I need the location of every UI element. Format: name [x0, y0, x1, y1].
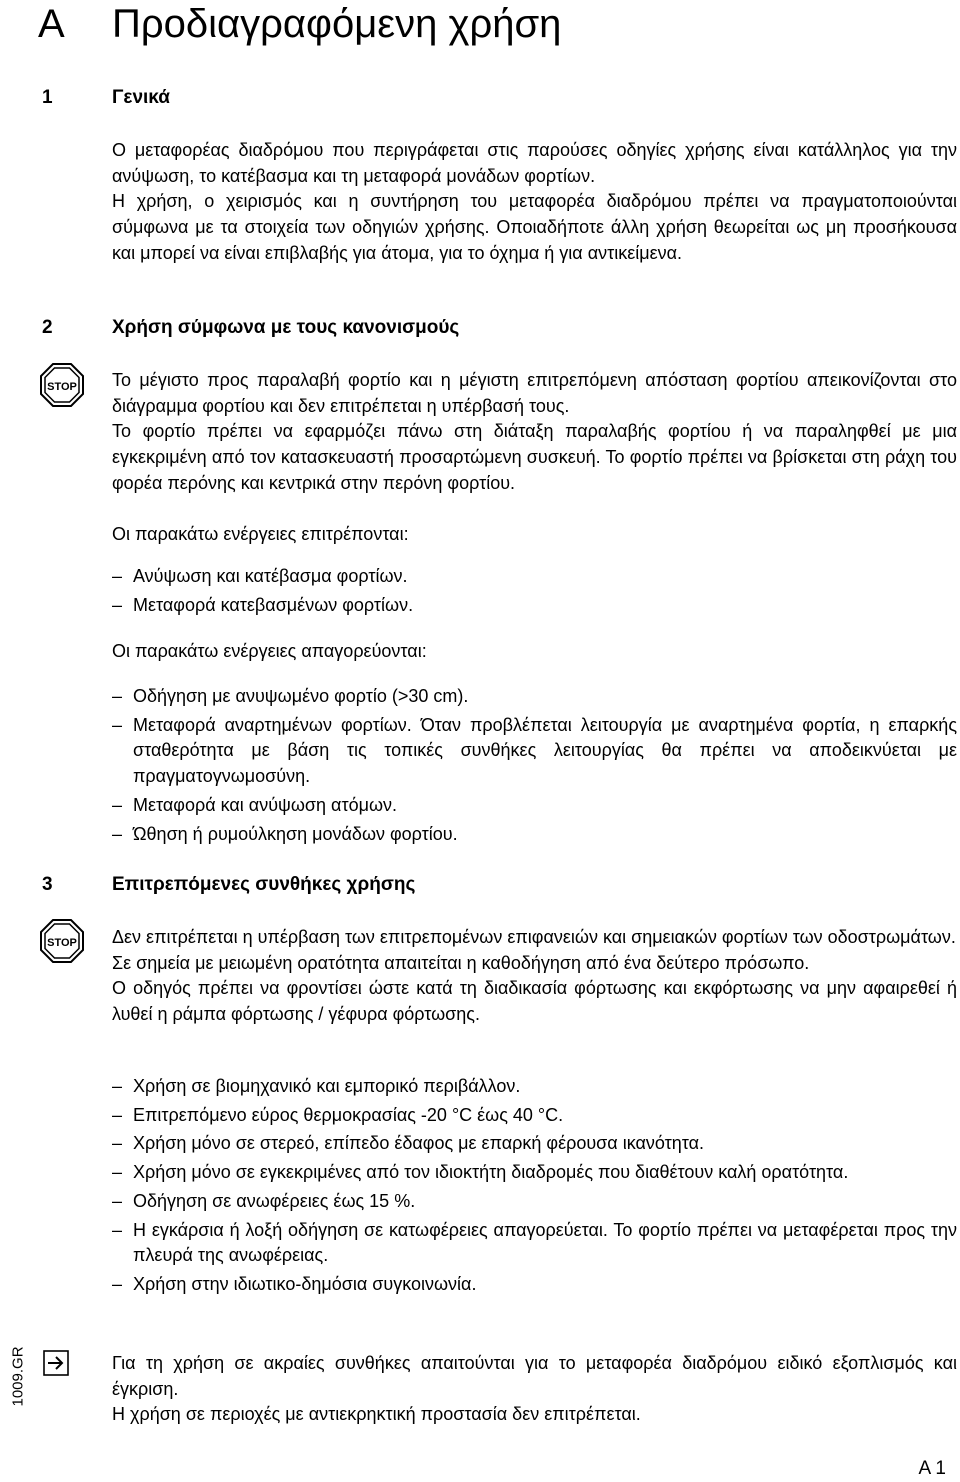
section-3-text [112, 925, 957, 1028]
stop-icon [40, 363, 84, 407]
paragraph: Ο μεταφορέας διαδρόμου που περιγράφεται στις παρούσες οδηγίες χρήσης είναι κατάλληλος για την ανύψωση, το κατέβασμα και τη μεταφορά μονάδων φορτίων. [112, 140, 957, 186]
allowed-list [112, 564, 957, 621]
list-item: – Επιτρεπόμενο εύρος θερμοκρασίας -20 °C έως 40 °C. [112, 1104, 564, 1125]
section-2-text [112, 368, 957, 497]
paragraph: Ο οδηγός πρέπει να φροντίσει ώστε κατά τη διαδικασία φόρτωσης και εκφόρτωσης να μην αφαιρεθεί ή λυθεί η ράμπα φόρτωσης / γέφυρα φόρτωσης. [112, 978, 957, 1025]
forbidden-list [112, 684, 957, 850]
allowed-intro: Οι παρακάτω ενέργειες επιτρέπονται: [112, 524, 409, 544]
page-number: A 1 [918, 1458, 946, 1479]
list-item: – Μεταφορά και ανύψωση ατόμων. [112, 794, 398, 815]
stop-icon [40, 919, 84, 963]
document-code: 1009.GR [9, 1346, 27, 1407]
section-3-number: 3 [42, 874, 53, 895]
conditions-list [112, 1074, 957, 1301]
section-3-title: Επιτρεπόμενες συνθήκες χρήσης [112, 874, 416, 895]
section-1-number: 1 [42, 87, 53, 108]
paragraph: Η χρήση σε περιοχές με αντιεκρηκτική προστασία δεν επιτρέπεται. [112, 1404, 641, 1425]
paragraph: Δεν επιτρέπεται η υπέρβαση των επιτρεπομένων επιφανειών και σημειακών φορτίων των οδοστρωμάτων. [112, 927, 956, 947]
list-item: – Χρήση μόνο σε στερεό, επίπεδο έδαφος με επαρκή φέρουσα ικανότητα. [112, 1133, 705, 1154]
list-item: – Χρήση μόνο σε εγκεκριμένες από τον ιδιοκτήτη διαδρομές που διαθέτουν καλή ορατότητα. [112, 1162, 849, 1183]
list-item: – Μεταφορά αναρτημένων φορτίων. Όταν προβλέπεται λειτουργία με αναρτημένα φορτία, η επαρκής σταθερότητα με βάση τις τοπικές συνθήκες λειτουργίας θα πρέπει να αποδεικνύεται με πραγματογνωμοσύνη. [112, 714, 957, 787]
list-item: – Μεταφορά κατεβασμένων φορτίων. [112, 594, 414, 615]
paragraph: Το φορτίο πρέπει να εφαρμόζει πάνω στη διάταξη παραλαβής φορτίου ή να παραληφθεί με μια εγκεκριμένη από τον κατασκευαστή προσαρτώμενη συσκευή. Το φορτίο πρέπει να βρίσκεται στη ράχη του φορέα περόνης και κεντρικά στην περόνη φορτίου. [112, 421, 957, 493]
paragraph: Για τη χρήση σε ακραίες συνθήκες απαιτούνται για το μεταφορέα διαδρόμου ειδικό εξοπλισμός και έγκριση. [112, 1353, 957, 1399]
arrow-right-icon [43, 1350, 69, 1376]
list-item: – Χρήση στην ιδιωτικο-δημόσια συγκοινωνία. [112, 1273, 477, 1294]
paragraph: Σε σημεία με μειωμένη ορατότητα απαιτείται η καθοδήγηση από ένα δεύτερο πρόσωπο. [112, 952, 810, 973]
list-item: – Ανύψωση και κατέβασμα φορτίων. [112, 566, 408, 586]
stop-icon-label: STOP [47, 381, 77, 393]
paragraph: Η χρήση, ο χειρισμός και η συντήρηση του μεταφορέα διαδρόμου πρέπει να πραγματοποιούνται σύμφωνα με τα στοιχεία των οδηγιών χρήσης. Οποιαδήποτε άλλη χρήση θεωρείται ως μη προσήκουσα και μπορεί να είναι επιβλαβής για άτομα, για το όχημα ή για αντικείμενα. [112, 191, 957, 263]
stop-icon-label: STOP [47, 937, 77, 949]
chapter-title: Προδιαγραφόμενη χρήση [112, 2, 562, 46]
section-2-title: Χρήση σύμφωνα με τους κανονισμούς [112, 317, 460, 338]
chapter-letter: A [38, 2, 65, 46]
list-item: – Οδήγηση σε ανωφέρειες έως 15 %. [112, 1190, 416, 1211]
list-item: – Οδήγηση με ανυψωμένο φορτίο (>30 cm). [112, 686, 469, 706]
list-item: – Ώθηση ή ρυμούλκηση μονάδων φορτίου. [112, 823, 458, 844]
section-1-title: Γενικά [112, 87, 170, 108]
list-item: – Χρήση σε βιομηχανικό και εμπορικό περιβάλλον. [112, 1076, 521, 1096]
list-item: – Η εγκάρσια ή λοξή οδήγηση σε κατωφέρειες απαγορεύεται. Το φορτίο πρέπει να μεταφέρεται προς την πλευρά της ανωφέρειας. [112, 1219, 957, 1266]
paragraph: Το μέγιστο προς παραλαβή φορτίο και η μέγιστη επιτρεπόμενη απόσταση φορτίου απεικονίζονται στο διάγραμμα φορτίου και δεν επιτρέπεται η υπέρβασή τους. [112, 370, 957, 416]
section-2-number: 2 [42, 317, 53, 338]
forbidden-intro: Οι παρακάτω ενέργειες απαγορεύονται: [112, 641, 427, 661]
section-1-text [112, 138, 957, 267]
note-text [112, 1351, 957, 1428]
